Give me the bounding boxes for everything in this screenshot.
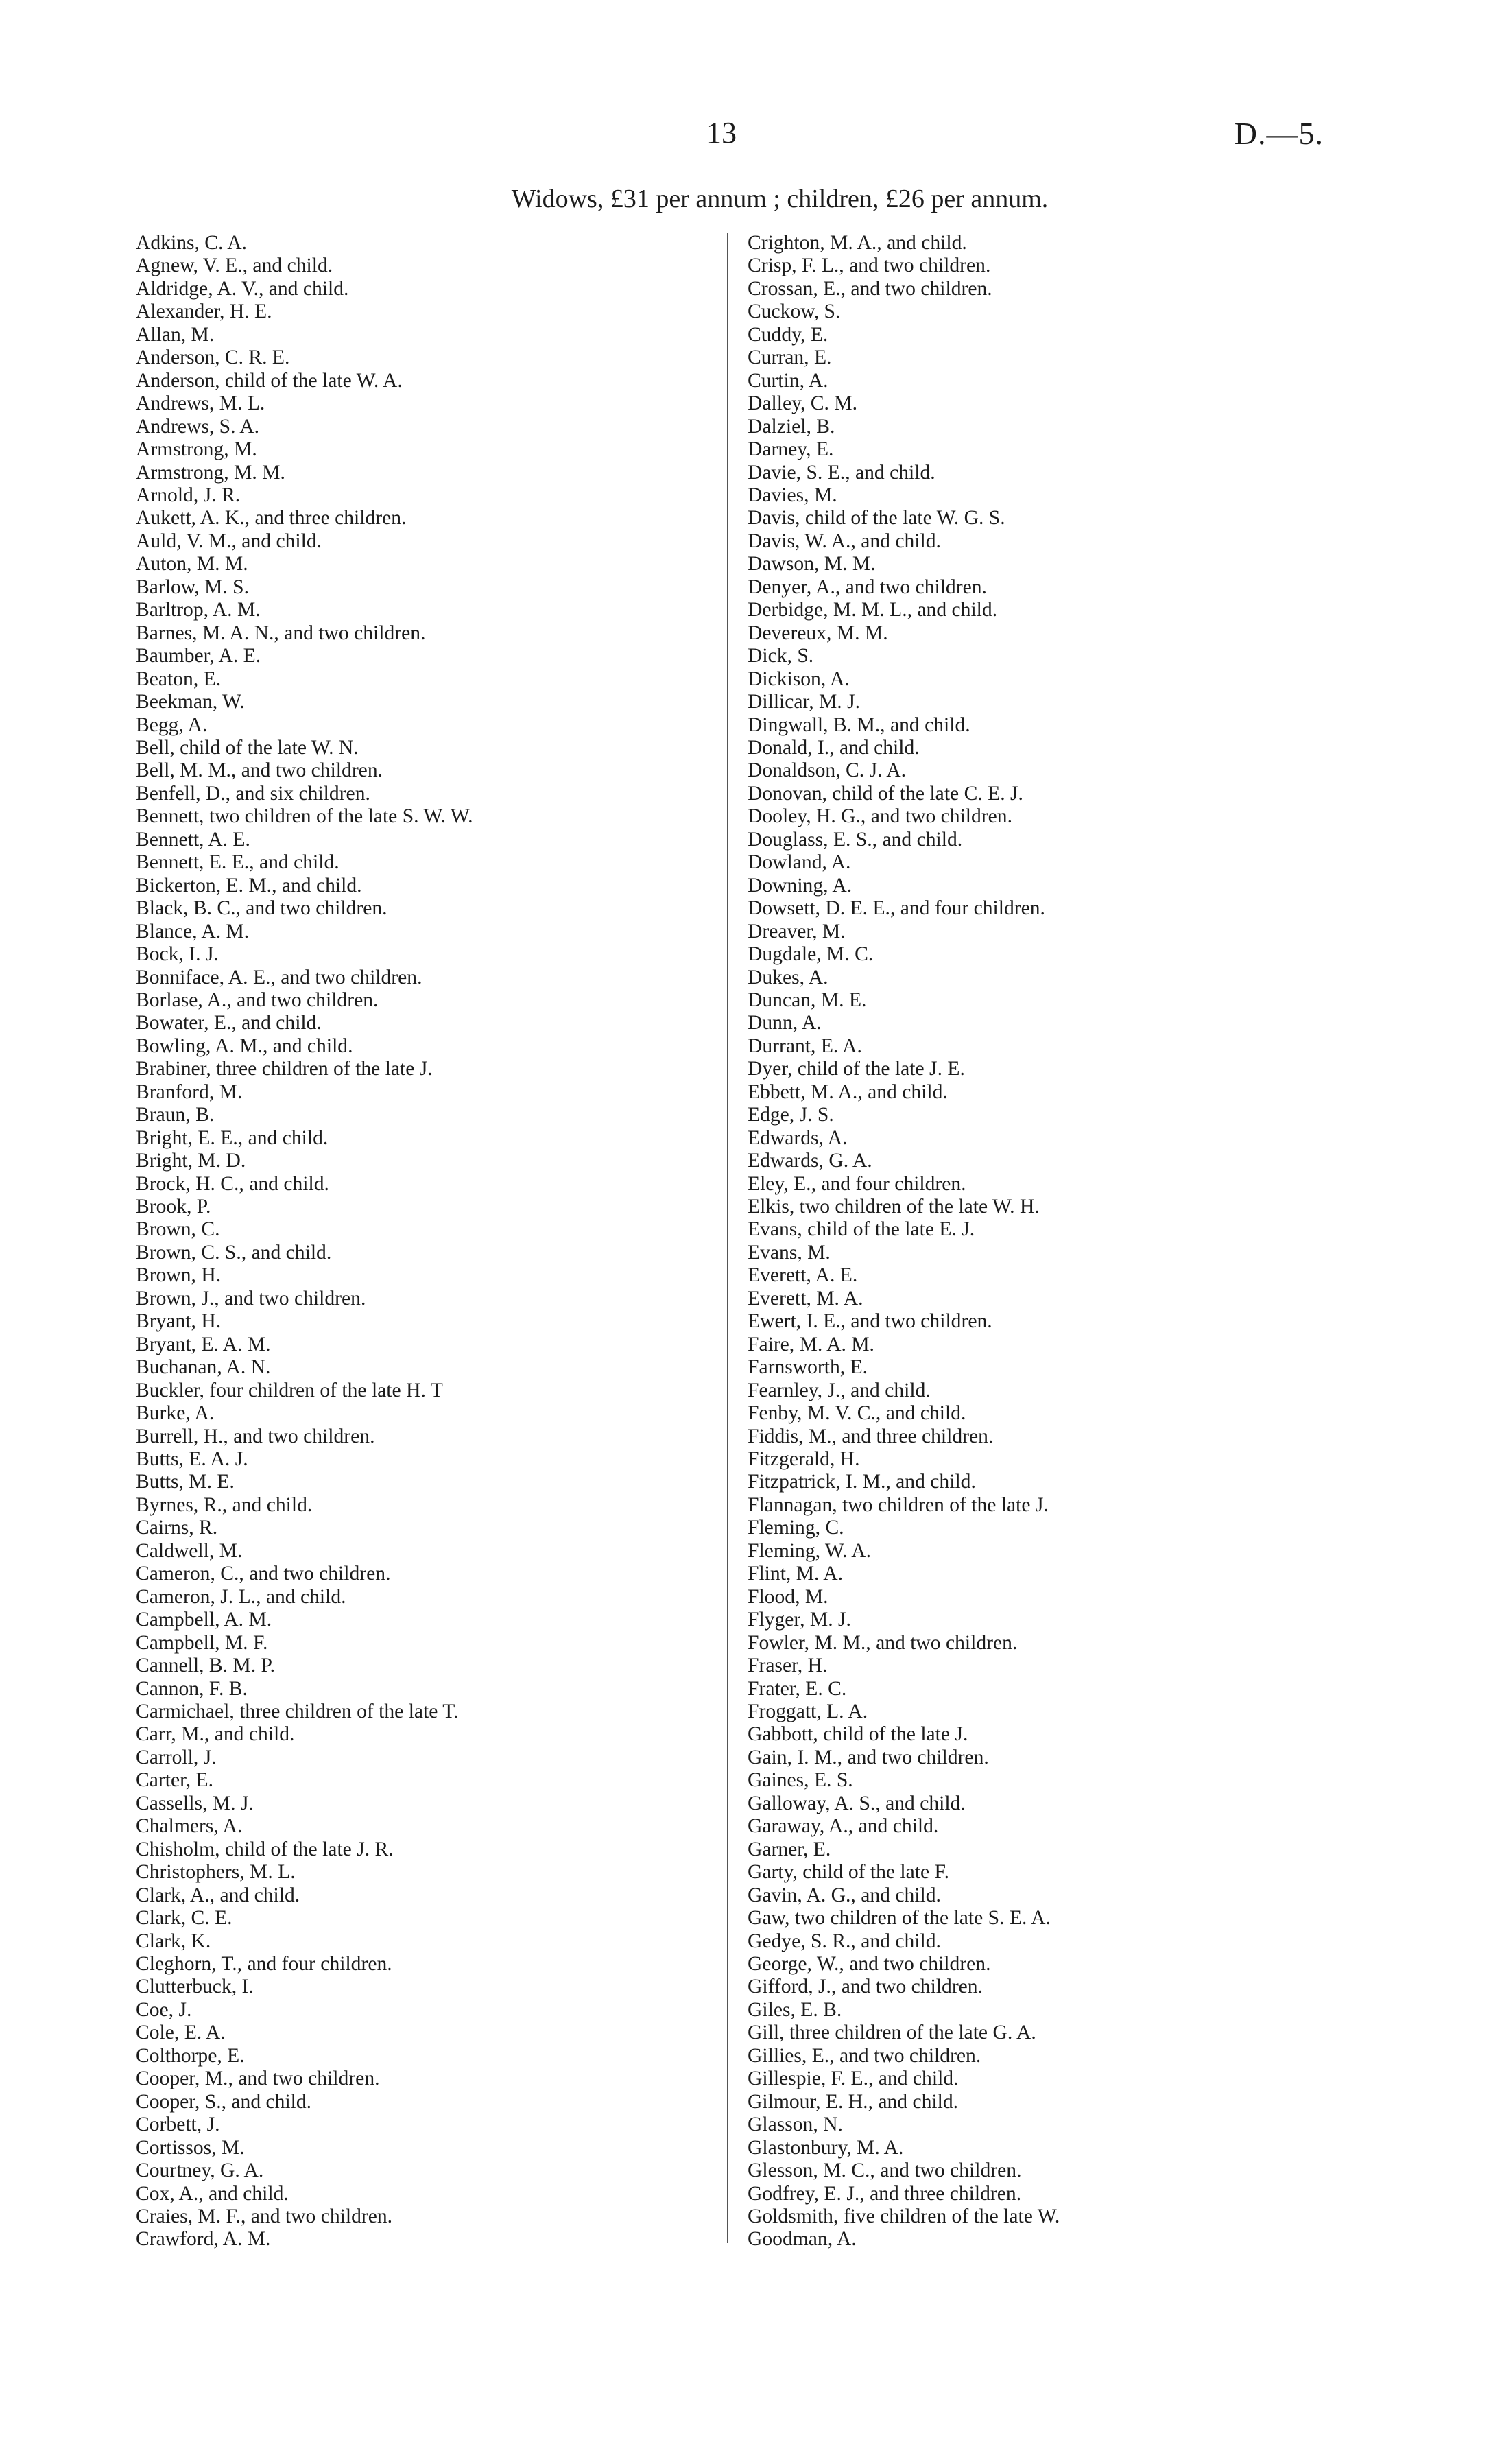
list-item: Beekman, W. (136, 691, 245, 713)
list-item: Crighton, M. A., and child. (748, 232, 967, 254)
left-column-list (136, 232, 473, 2251)
list-item: Aldridge, A. V., and child. (136, 277, 349, 300)
list-item: Gabbott, child of the late J. (748, 1723, 968, 1746)
list-item: Dick, S. (748, 645, 814, 667)
list-item: Bright, E. E., and child. (136, 1126, 329, 1149)
list-item: Cooper, S., and child. (136, 2090, 312, 2113)
list-item: Carroll, J. (136, 1746, 217, 1768)
list-item: Craies, M. F., and two children. (136, 2205, 393, 2227)
list-item: Armstrong, M. M. (136, 461, 285, 484)
list-item: Bowater, E., and child. (136, 1012, 322, 1034)
list-item: Aukett, A. K., and three children. (136, 507, 407, 530)
list-item: Begg, A. (136, 713, 208, 736)
list-item: Chalmers, A. (136, 1815, 243, 1838)
list-item: Bonniface, A. E., and two children. (136, 966, 422, 988)
list-item: Bryant, E. A. M. (136, 1333, 271, 1355)
list-item: Cuddy, E. (748, 323, 828, 346)
list-item: Carter, E. (136, 1769, 214, 1792)
list-item: Edwards, G. A. (748, 1150, 872, 1172)
list-item: Dunn, A. (748, 1012, 822, 1034)
list-item: Cameron, J. L., and child. (136, 1585, 346, 1608)
list-item: Davie, S. E., and child. (748, 461, 935, 484)
list-item: Dugdale, M. C. (748, 943, 874, 966)
list-item: Bennett, two children of the late S. W. W. (136, 805, 473, 828)
list-item: Dalziel, B. (748, 415, 835, 438)
list-item: Goldsmith, five children of the late W. (748, 2205, 1060, 2227)
list-item: Eley, E., and four children. (748, 1172, 966, 1195)
list-item: Douglass, E. S., and child. (748, 828, 963, 851)
list-item: Barltrop, A. M. (136, 599, 261, 621)
list-item: Fiddis, M., and three children. (748, 1425, 994, 1447)
list-item: Glasson, N. (748, 2113, 843, 2136)
list-item: Bell, child of the late W. N. (136, 736, 359, 759)
list-item: Allan, M. (136, 323, 215, 346)
list-item: Dickison, A. (748, 667, 850, 690)
list-item: Duncan, M. E. (748, 988, 867, 1011)
list-item: Dowsett, D. E. E., and four children. (748, 897, 1045, 920)
list-item: Garaway, A., and child. (748, 1815, 939, 1838)
list-item: Dukes, A. (748, 966, 828, 988)
list-item: Andrews, M. L. (136, 392, 265, 415)
list-item: Gain, I. M., and two children. (748, 1746, 989, 1768)
list-item: Dooley, H. G., and two children. (748, 805, 1013, 828)
list-item: Bickerton, E. M., and child. (136, 874, 362, 897)
list-item: Armstrong, M. (136, 438, 257, 461)
right-column-list (748, 232, 1060, 2251)
subtitle: Widows, £31 per annum ; children, £26 per annum. (511, 185, 1049, 213)
list-item: Gifford, J., and two children. (748, 1976, 983, 1998)
list-item: Fitzpatrick, I. M., and child. (748, 1471, 976, 1493)
list-item: Gill, three children of the late G. A. (748, 2022, 1036, 2044)
list-item: Dillicar, M. J. (748, 691, 861, 713)
list-item: Everett, M. A. (748, 1287, 863, 1310)
list-item: Crossan, E., and two children. (748, 277, 992, 300)
list-item: Baumber, A. E. (136, 645, 261, 667)
list-item: Fitzgerald, H. (748, 1448, 860, 1471)
list-item: Beaton, E. (136, 667, 222, 690)
list-item: Bell, M. M., and two children. (136, 759, 383, 782)
list-item: Fleming, W. A. (748, 1539, 872, 1562)
list-item: Fearnley, J., and child. (748, 1379, 931, 1401)
list-item: Caldwell, M. (136, 1539, 243, 1562)
list-item: Corbett, J. (136, 2113, 220, 2136)
list-item: Gilmour, E. H., and child. (748, 2090, 959, 2113)
list-item: Benfell, D., and six children. (136, 782, 370, 805)
list-item: Butts, M. E. (136, 1471, 235, 1493)
list-item: Galloway, A. S., and child. (748, 1792, 966, 1814)
list-item: Black, B. C., and two children. (136, 897, 387, 920)
list-item: Derbidge, M. M. L., and child. (748, 599, 998, 621)
list-item: Cox, A., and child. (136, 2182, 289, 2205)
list-item: Gedye, S. R., and child. (748, 1930, 941, 1952)
list-item: Flannagan, two children of the late J. (748, 1493, 1049, 1516)
list-item: Brown, J., and two children. (136, 1287, 366, 1310)
list-item: Cleghorn, T., and four children. (136, 1952, 392, 1975)
list-item: Crawford, A. M. (136, 2228, 271, 2251)
list-item: Flint, M. A. (748, 1563, 843, 1585)
list-item: Cuckow, S. (748, 300, 841, 323)
list-item: Glastonbury, M. A. (748, 2136, 904, 2159)
list-item: Cassells, M. J. (136, 1792, 254, 1814)
list-item: Bryant, H. (136, 1310, 222, 1333)
list-item: Everett, A. E. (748, 1264, 858, 1287)
list-item: Garty, child of the late F. (748, 1861, 950, 1884)
list-item: Dawson, M. M. (748, 553, 876, 576)
list-item: Cortissos, M. (136, 2136, 245, 2159)
list-item: Gavin, A. G., and child. (748, 1884, 941, 1906)
list-item: Devereux, M. M. (748, 621, 888, 644)
list-item: Brown, C. (136, 1218, 220, 1241)
list-item: Dingwall, B. M., and child. (748, 713, 970, 736)
list-item: Clark, A., and child. (136, 1884, 300, 1906)
list-item: Flood, M. (748, 1585, 828, 1608)
list-item: Butts, E. A. J. (136, 1448, 248, 1471)
list-item: Evans, child of the late E. J. (748, 1218, 975, 1241)
list-item: Farnsworth, E. (748, 1356, 868, 1379)
list-item: Dreaver, M. (748, 920, 846, 943)
list-item: Braun, B. (136, 1104, 215, 1126)
list-item: Borlase, A., and two children. (136, 988, 379, 1011)
list-item: Edwards, A. (748, 1126, 848, 1149)
list-item: Edge, J. S. (748, 1104, 834, 1126)
list-item: Curtin, A. (748, 369, 828, 392)
list-item: Goodman, A. (748, 2228, 857, 2251)
list-item: Davis, child of the late W. G. S. (748, 507, 1005, 530)
document-reference: D.—5. (1234, 116, 1324, 151)
list-item: Cole, E. A. (136, 2022, 226, 2044)
list-item: Frater, E. C. (748, 1677, 847, 1700)
list-item: Chisholm, child of the late J. R. (136, 1838, 394, 1860)
list-item: Gillies, E., and two children. (748, 2044, 981, 2067)
list-item: Burke, A. (136, 1402, 215, 1425)
column-divider (727, 233, 728, 2243)
list-item: Anderson, C. R. E. (136, 346, 290, 369)
list-item: Bowling, A. M., and child. (136, 1034, 353, 1057)
list-item: Dyer, child of the late J. E. (748, 1058, 965, 1080)
list-item: Ewert, I. E., and two children. (748, 1310, 992, 1333)
list-item: Evans, M. (748, 1241, 831, 1264)
list-item: Agnew, V. E., and child. (136, 254, 333, 277)
list-item: Donaldson, C. J. A. (748, 759, 907, 782)
list-item: Flyger, M. J. (748, 1609, 851, 1631)
list-item: Brown, C. S., and child. (136, 1241, 332, 1264)
list-item: Fowler, M. M., and two children. (748, 1631, 1018, 1654)
list-item: Garner, E. (748, 1838, 831, 1860)
list-item: Bright, M. D. (136, 1150, 246, 1172)
list-item: Curran, E. (748, 346, 832, 369)
list-item: Cannell, B. M. P. (136, 1655, 276, 1677)
list-item: Crisp, F. L., and two children. (748, 254, 991, 277)
list-item: Gaw, two children of the late S. E. A. (748, 1907, 1051, 1930)
list-item: Cairns, R. (136, 1517, 218, 1539)
list-item: Durrant, E. A. (748, 1034, 862, 1057)
list-item: Gaines, E. S. (748, 1769, 853, 1792)
list-item: Donovan, child of the late C. E. J. (748, 782, 1023, 805)
list-item: Byrnes, R., and child. (136, 1493, 313, 1516)
list-item: Gillespie, F. E., and child. (748, 2068, 959, 2090)
list-item: Bennett, E. E., and child. (136, 851, 339, 874)
list-item: Davies, M. (748, 484, 837, 506)
list-item: Carmichael, three children of the late T. (136, 1701, 459, 1722)
list-item: Burrell, H., and two children. (136, 1425, 375, 1447)
list-item: Barlow, M. S. (136, 576, 249, 598)
list-item: Campbell, M. F. (136, 1631, 268, 1654)
list-item: Brabiner, three children of the late J. (136, 1058, 433, 1080)
page-number: 13 (706, 116, 737, 150)
list-item: Cannon, F. B. (136, 1677, 248, 1700)
list-item: Clark, C. E. (136, 1907, 232, 1930)
list-item: Barnes, M. A. N., and two children. (136, 621, 426, 644)
list-item: Glesson, M. C., and two children. (748, 2159, 1022, 2182)
list-item: Blance, A. M. (136, 920, 250, 943)
list-item: Cooper, M., and two children. (136, 2068, 380, 2090)
list-item: Andrews, S. A. (136, 415, 260, 438)
list-item: Auld, V. M., and child. (136, 530, 322, 552)
list-item: Darney, E. (748, 438, 834, 461)
list-item: Bock, I. J. (136, 943, 219, 966)
list-item: Christophers, M. L. (136, 1861, 296, 1884)
list-item: George, W., and two children. (748, 1952, 991, 1975)
list-item: Donald, I., and child. (748, 736, 920, 759)
list-item: Bennett, A. E. (136, 828, 250, 851)
list-item: Buckler, four children of the late H. T (136, 1379, 443, 1401)
list-item: Faire, M. A. M. (748, 1333, 874, 1355)
list-item: Dowland, A. (748, 851, 851, 874)
list-item: Froggatt, L. A. (748, 1701, 868, 1722)
list-item: Brown, H. (136, 1264, 222, 1287)
list-item: Denyer, A., and two children. (748, 576, 987, 598)
list-item: Ebbett, M. A., and child. (748, 1080, 948, 1103)
list-item: Fenby, M. V. C., and child. (748, 1402, 966, 1425)
list-item: Dalley, C. M. (748, 392, 858, 415)
list-item: Fraser, H. (748, 1655, 828, 1677)
list-item: Colthorpe, E. (136, 2044, 245, 2067)
list-item: Adkins, C. A. (136, 232, 247, 254)
list-item: Cameron, C., and two children. (136, 1563, 391, 1585)
list-item: Anderson, child of the late W. A. (136, 369, 403, 392)
list-item: Branford, M. (136, 1080, 243, 1103)
list-item: Davis, W. A., and child. (748, 530, 941, 552)
list-item: Fleming, C. (748, 1517, 844, 1539)
list-item: Arnold, J. R. (136, 484, 241, 506)
list-item: Brook, P. (136, 1196, 211, 1218)
list-item: Coe, J. (136, 1998, 192, 2021)
list-item: Alexander, H. E. (136, 300, 272, 323)
list-item: Carr, M., and child. (136, 1723, 295, 1746)
list-item: Elkis, two children of the late W. H. (748, 1196, 1040, 1218)
list-item: Godfrey, E. J., and three children. (748, 2182, 1022, 2205)
list-item: Campbell, A. M. (136, 1609, 272, 1631)
list-item: Buchanan, A. N. (136, 1356, 271, 1379)
list-item: Clutterbuck, I. (136, 1976, 254, 1998)
list-item: Brock, H. C., and child. (136, 1172, 329, 1195)
list-item: Clark, K. (136, 1930, 211, 1952)
list-item: Courtney, G. A. (136, 2159, 264, 2182)
list-item: Downing, A. (748, 874, 852, 897)
list-item: Auton, M. M. (136, 553, 248, 576)
list-item: Giles, E. B. (748, 1998, 842, 2021)
